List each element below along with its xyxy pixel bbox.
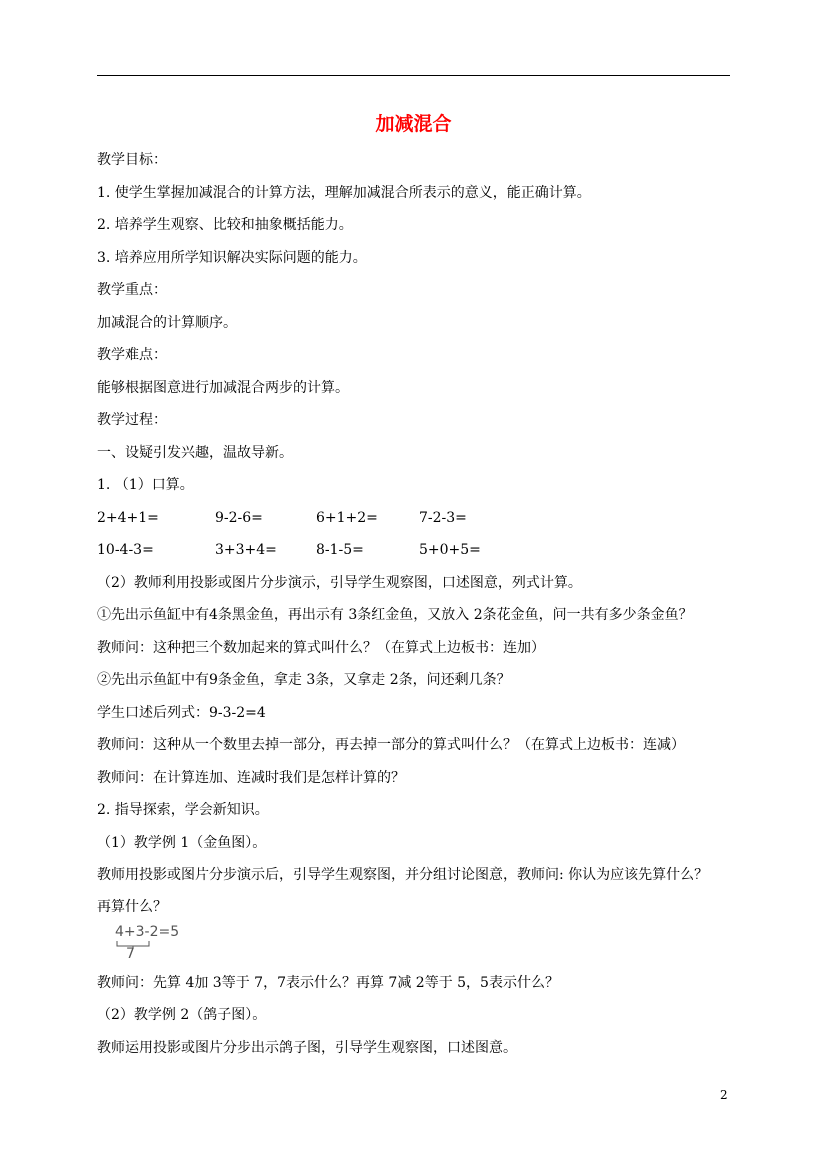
section-heading-key-points: 教学重点：	[97, 282, 167, 298]
paragraph: （2）教学例 2（鸽子图）。	[97, 1007, 267, 1023]
paragraph: 学生口述后列式：9-3-2=4	[97, 705, 266, 721]
header-rule	[97, 75, 730, 76]
key-points-text: 加减混合的计算顺序。	[97, 315, 237, 331]
oral-math-item: 8-1-5=	[316, 542, 364, 558]
difficulties-text: 能够根据图意进行加减混合两步的计算。	[97, 380, 349, 396]
oral-math-item: 3+3+4=	[215, 542, 277, 558]
objective-item-1: 1. 使学生掌握加减混合的计算方法，理解加减混合所表示的意义，能正确计算。	[97, 185, 591, 201]
document-title: 加减混合	[375, 113, 452, 135]
oral-math-item: 10-4-3=	[97, 542, 154, 558]
paragraph: （1）教学例 1（金鱼图）。	[97, 835, 267, 851]
oral-math-item: 5+0+5=	[419, 542, 481, 558]
paragraph: 教师问：这种把三个数加起来的算式叫什么？（在算式上边板书：连加）	[97, 640, 545, 656]
paragraph: 再算什么？	[97, 899, 167, 915]
process-step-1-heading: 一、设疑引发兴趣，温故导新。	[97, 445, 293, 461]
paragraph: 教师用投影或图片分步演示后，引导学生观察图，并分组讨论图意，教师问: 你认为应该先算什么？	[97, 867, 709, 883]
paragraph: 教师问：在计算连加、连减时我们是怎样计算的？	[97, 770, 405, 786]
section-heading-difficulties: 教学难点：	[97, 347, 167, 363]
oral-math-item: 7-2-3=	[419, 510, 467, 526]
oral-math-heading: 1. （1）口算。	[97, 477, 194, 493]
page-number: 2	[720, 1088, 728, 1102]
oral-math-item: 2+4+1=	[97, 510, 159, 526]
process-step-2-heading: 2. 指导探索，学会新知识。	[97, 802, 269, 818]
formula-diagram	[112, 921, 182, 965]
paragraph: ①先出示鱼缸中有4条黑金鱼，再出示有 3条红金鱼，又放入 2条花金鱼，问一共有多少条金鱼？	[97, 607, 693, 623]
oral-math-item: 6+1+2=	[316, 510, 378, 526]
paragraph: 教师问：这种从一个数里去掉一部分，再去掉一部分的算式叫什么？（在算式上边板书：连减）	[97, 737, 685, 753]
paragraph: （2）教师利用投影或图片分步演示，引导学生观察图，口述图意，列式计算。	[97, 575, 582, 591]
formula-partial-result: 7	[126, 946, 135, 962]
oral-math-item: 9-2-6=	[215, 510, 263, 526]
paragraph: ②先出示鱼缸中有9条金鱼，拿走 3条，又拿走 2条，问还剩几条？	[97, 672, 511, 688]
paragraph: 教师运用投影或图片分步出示鸽子图，引导学生观察图，口述图意。	[97, 1040, 517, 1056]
objective-item-3: 3. 培养应用所学知识解决实际问题的能力。	[97, 250, 367, 266]
section-heading-objectives: 教学目标：	[97, 152, 167, 168]
section-heading-process: 教学过程：	[97, 412, 167, 428]
objective-item-2: 2. 培养学生观察、比较和抽象概括能力。	[97, 217, 353, 233]
paragraph: 教师问：先算 4加 3等于 7，7表示什么？再算 7减 2等于 5，5表示什么？	[97, 975, 559, 991]
formula-expression: 4+3-2=5	[115, 924, 180, 940]
